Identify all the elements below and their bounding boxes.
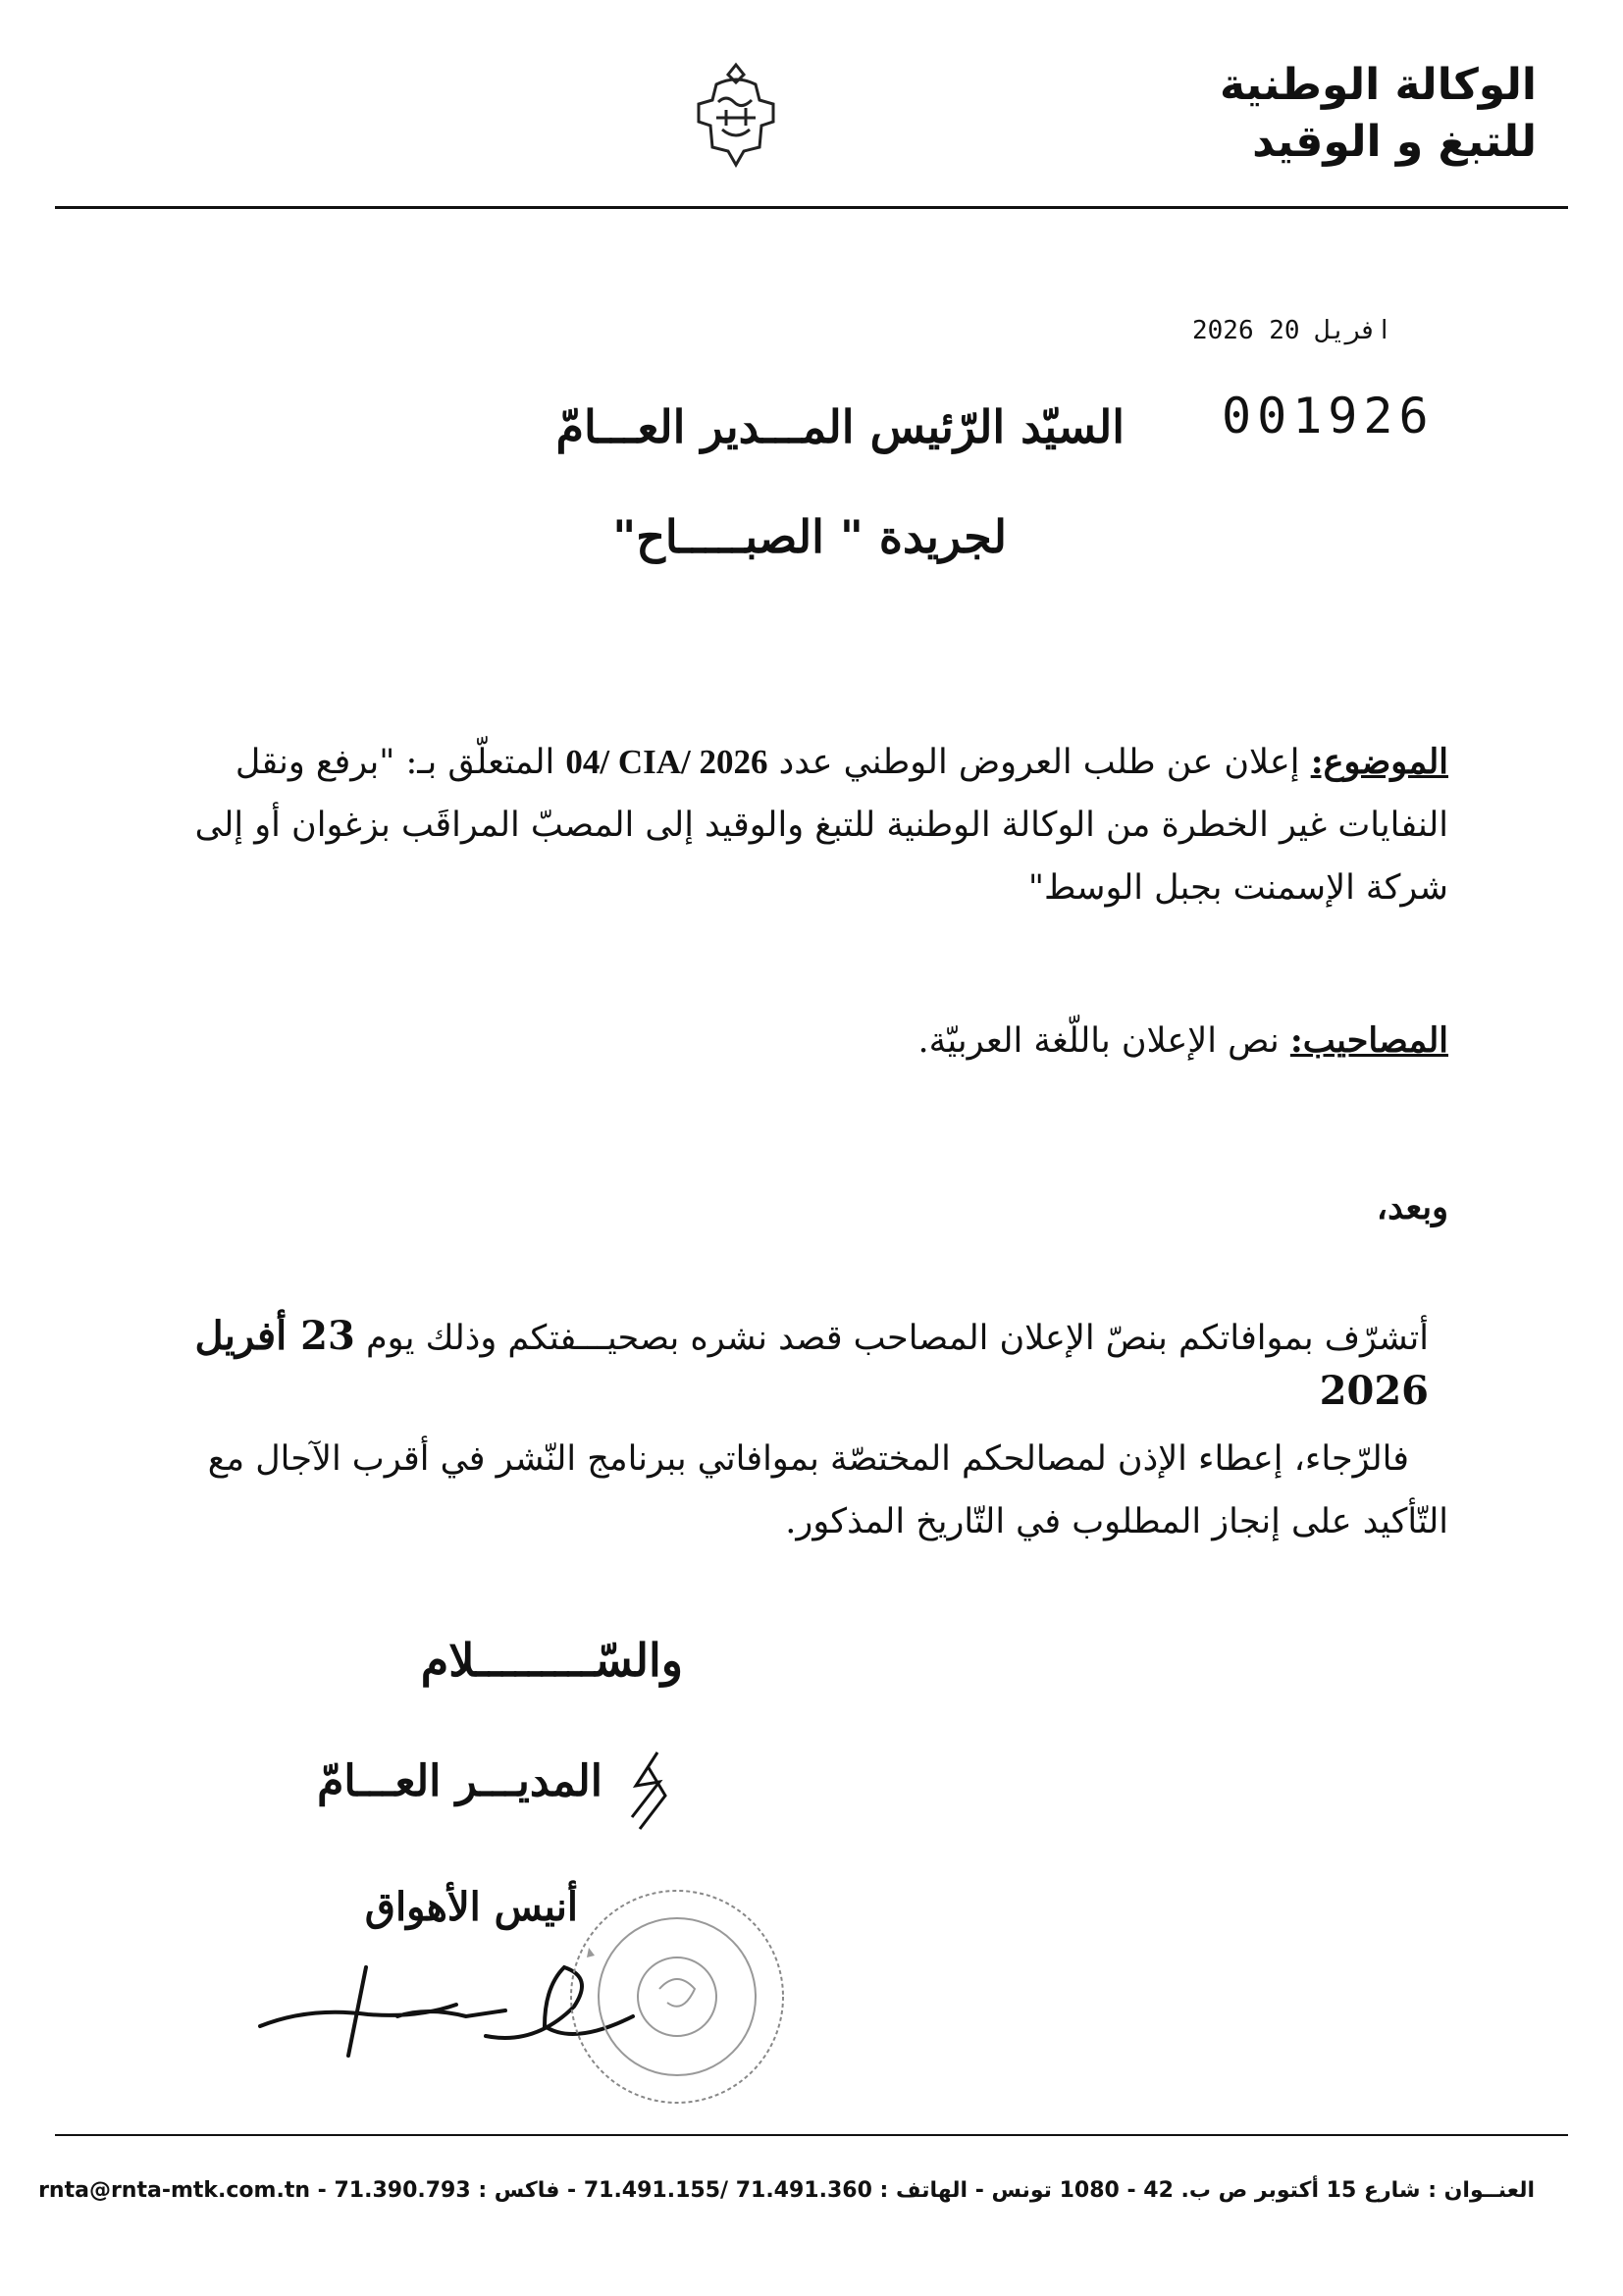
footer-fax: 71.390.793: [334, 2178, 471, 2203]
addressee-title: السيّد الرّئيس المـــدير العـــامّ: [555, 400, 1125, 453]
subject-text-a: إعلان عن طلب العروض الوطني عدد: [778, 743, 1300, 782]
date-day: 20: [1269, 316, 1300, 345]
agency-name: [1220, 57, 1537, 171]
header-divider: [55, 206, 1568, 209]
publication-date: 23 أفريل 2026: [194, 1313, 1429, 1414]
body-paragraph-1: [153, 1310, 1429, 1420]
body-paragraph-2: فالرّجاء، إعطاء الإذن لمصالحكم المختصّة بموافاتي ببرنامج النّشر في أقرب الآجال مع التّأكيد على إنجاز المطلوب في التّاريخ المذكور.: [207, 1439, 1448, 1541]
letter-date: [1192, 316, 1392, 345]
agency-logo-icon: [687, 61, 785, 169]
date-year: 2026: [1192, 316, 1254, 345]
signatory-name: أنيس الأهواق: [364, 1884, 578, 1930]
agency-name-line2: للتبغ و الوقيد: [1252, 117, 1537, 167]
signatory-title: المديـــر العـــامّ: [317, 1756, 602, 1806]
footer-email[interactable]: rnta@rnta-mtk.com.tn: [38, 2178, 311, 2203]
footer-contact: العنــوان : شارع 15 أكتوبر ص ب. 42 - 1080 تونس - الهاتف : 71.491.155/ 71.491.360 - فاكس : 71.390.793 - rnta@rnta-mtk.com.tn: [38, 2178, 1535, 2203]
closing-salutation: والسّـــــــــلام: [420, 1634, 683, 1687]
footer-phones: 71.491.155/ 71.491.360: [583, 2178, 872, 2203]
official-stamp-icon: [550, 1879, 805, 2114]
tender-number: 04/ CIA/ 2026: [565, 743, 768, 781]
attachment-label: المصاحيب:: [1289, 1020, 1448, 1061]
agency-name-line1: الوكالة الوطنية: [1219, 60, 1537, 110]
date-month: افريل: [1315, 316, 1392, 345]
para1-text: أتشرّف بموافاتكم بنصّ الإعلان المصاحب قصد نشره بصحيـــفتكم وذلك يوم: [365, 1319, 1429, 1358]
subject-paragraph: [173, 731, 1448, 919]
initials-mark-icon: [618, 1747, 677, 1835]
footer-fax-label: - فاكس :: [478, 2178, 577, 2203]
footer-address: العنــوان : شارع 15 أكتوبر ص ب. 42 - 1080 تونس - الهاتف :: [879, 2178, 1535, 2203]
footer-divider: [55, 2134, 1568, 2136]
subject-text-b: المتعلّق بـ: "برفع ونقل النفايات غير الخطرة من الوكالة الوطنية للتبغ والوقيد إلى المصبّ المراقَب بزغوان أو إلى شركة الإسمنت بجبل الوسط": [194, 743, 1448, 908]
subject-label: الموضوع:: [1310, 742, 1448, 782]
attachment-text: نص الإعلان باللّغة العربيّة.: [917, 1021, 1280, 1061]
greeting: وبعد،: [1376, 1187, 1448, 1227]
reference-number: 001926: [1222, 388, 1435, 444]
addressee-newspaper: لجريدة " الصبـــــاح": [612, 510, 1007, 563]
attachment-line: [917, 1020, 1448, 1061]
